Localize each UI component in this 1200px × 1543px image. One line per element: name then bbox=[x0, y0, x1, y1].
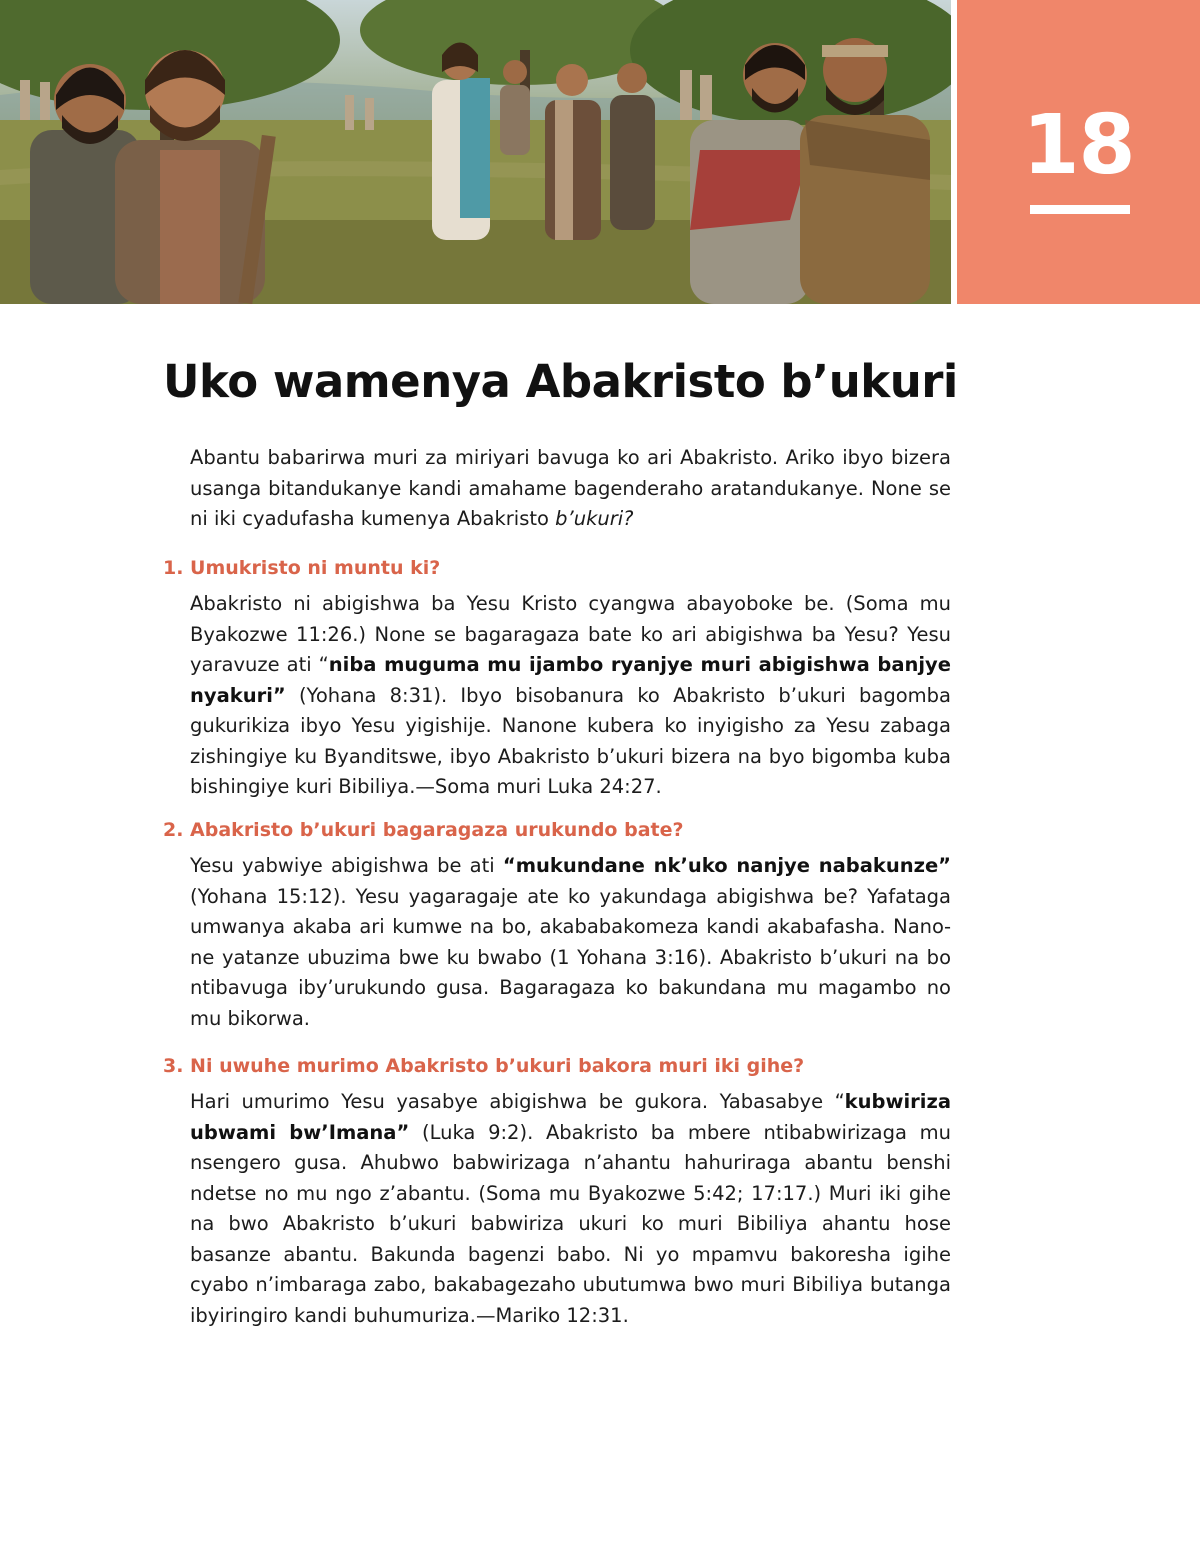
question-2-heading: 2. Abakristo b’ukuri bagaragaza urukundo bate? bbox=[163, 819, 684, 841]
intro-text: Abantu babarirwa muri za miriyari bavuga ko ari Abakristo. Ariko ibyo bizera usanga bitandukanye kandi amahame bagenderaho aratandukanye. None se ni iki cyadufasha kumenya Abakristo bbox=[190, 446, 951, 530]
answer-3-text-b: (Luka 9:2). Abakristo ba mbere ntibabwirizaga mu nsengero gusa. Ahubwo babwirizaga n’ahantu hahuriraga abantu benshi ndetse no mu ngo z’abantu. (Soma mu Byakozwe 5:42; 17:17.) Muri iki gihe na bwo Abakristo b’ukuri babwiriza ukuri ko muri Bibiliya ahantu hose basanze abantu. Bakunda bagenzi babo. Ni yo mpamvu bakoresha igihe cyabo n’imbaraga zabo, bakabagezaho ubutumwa bwo muri Bibiliya butanga ibyiringiro kandi buhumuriza.—Mariko 12:31. bbox=[190, 1120, 951, 1327]
answer-1-quote: niba muguma mu ijambo ryanjye muri abigishwa banjye nyakuri” bbox=[190, 653, 951, 707]
chapter-underline bbox=[1030, 205, 1130, 214]
answer-2-quote: “mukundane nk’uko nanjye nabakunze” bbox=[502, 854, 951, 877]
intro-emphasis: b’ukuri? bbox=[555, 507, 634, 530]
answer-3-text-a: Hari umurimo Yesu yasabye abigishwa be gukora. Yabasabye “ bbox=[190, 1090, 845, 1113]
disciples-walking-illustration bbox=[0, 0, 951, 304]
answer-2-paragraph bbox=[190, 851, 951, 1034]
answer-3-quote: kubwiriza ubwami bw’Imana” bbox=[190, 1090, 951, 1144]
answer-1-paragraph bbox=[190, 589, 951, 803]
chapter-number: 18 bbox=[1022, 98, 1135, 193]
answer-1-text-b: (Yohana 8:31). Ibyo bisobanura ko Abakristo b’ukuri bagomba gukurikiza ibyo Yesu yigishije. Nanone kubera ko inyigisho za Yesu zabaga zishingiye ku Byanditswe, ibyo Abakristo b’ukuri bizera na byo bigomba kuba bishingiye kuri Bibiliya.—Soma muri Luka 24:27. bbox=[190, 683, 951, 798]
hero-illustration bbox=[0, 0, 951, 304]
chapter-badge bbox=[957, 0, 1200, 304]
answer-3-paragraph bbox=[190, 1087, 951, 1331]
answer-1-text-a: Abakristo ni abigishwa ba Yesu Kristo cyangwa abayoboke be. (Soma mu Byakozwe 11:26.) None se bagaragaza bate ko ari abigishwa ba Yesu? Yesu yaravuze ati “ bbox=[190, 592, 951, 676]
question-3-heading: 3. Ni uwuhe murimo Abakristo b’ukuri bakora muri iki gihe? bbox=[163, 1055, 805, 1077]
page-title: Uko wamenya Abakristo b’ukuri bbox=[163, 355, 958, 408]
answer-2-text-a: Yesu yabwiye abigishwa be ati bbox=[190, 854, 503, 877]
answer-2-text-b: (Yohana 15:12). Yesu yagaragaje ate ko yakundaga abigishwa be? Yafataga umwanya akaba ari kumwe na bo, akababakomeza kandi akabafasha. Nanone yatanze ubuzima bwe ku bwabo (1 Yohana 3:16). Abakristo b’ukuri na bo ntibavuga iby’urukundo gusa. Bagaragaza ko bakundana mu magambo no mu bikorwa. bbox=[190, 884, 951, 1030]
intro-paragraph bbox=[190, 443, 951, 535]
question-1-heading: 1. Umukristo ni muntu ki? bbox=[163, 557, 441, 579]
